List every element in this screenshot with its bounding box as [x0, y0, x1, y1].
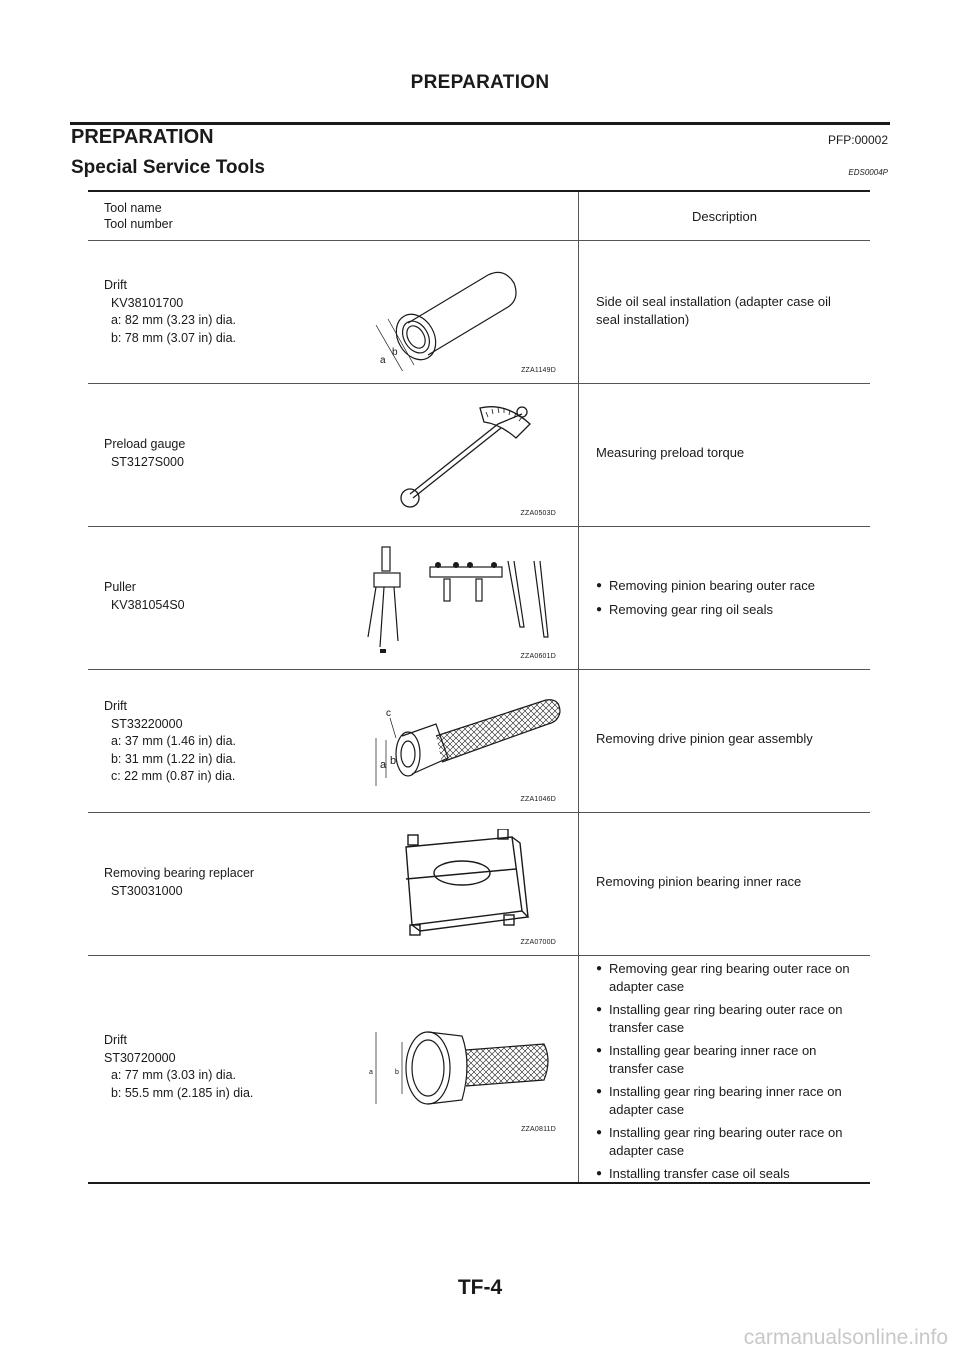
tool-description: Removing pinion bearing inner race [596, 874, 802, 889]
list-item: ● Installing gear ring bearing outer race on transfer case [596, 1001, 858, 1036]
stepped-drift-icon [366, 1024, 566, 1124]
bearing-replacer-icon [394, 829, 554, 939]
page-number: TF-4 [457, 1276, 503, 1299]
preload-gauge-icon [388, 398, 568, 510]
figure-code: ZZA0503D [520, 510, 556, 517]
figure-code: ZZA1046D [520, 796, 556, 803]
dim-label-a: a [369, 1069, 373, 1076]
header-tool-number: Tool number [104, 217, 173, 231]
list-item: ● Removing gear ring bearing outer race on adapter case [596, 960, 858, 995]
tool-description-list [596, 577, 866, 624]
dim-label-a: a [380, 759, 387, 771]
header-description-cell [579, 192, 870, 240]
tool-info: Puller KV381054S0 [104, 580, 185, 612]
site-watermark: carmanualsonline.info [743, 1326, 948, 1349]
tool-description: Side oil seal installation (adapter case oil seal installation) [596, 294, 831, 327]
list-item: ● Installing gear ring bearing outer race on adapter case [596, 1124, 858, 1159]
header-tool-name-cell [88, 192, 579, 240]
table-row [88, 384, 870, 527]
table-header-row [88, 192, 870, 241]
knurled-drift-icon [366, 690, 566, 796]
tool-description: Measuring preload torque [596, 445, 745, 460]
section-code: PFP:00002 [827, 133, 888, 147]
tool-info: Drift KV38101700 a: 82 mm (3.23 in) dia. b: 78 mm (3.07 in) dia. [104, 278, 237, 345]
subsection-code: EDS0004P [848, 168, 888, 177]
figure-code: ZZA0811D [521, 1126, 556, 1133]
subsection-title: Special Service Tools [71, 157, 265, 178]
dim-label-b: b [395, 1069, 399, 1076]
tool-description: Removing drive pinion gear assembly [596, 731, 813, 746]
header-tool-name: Tool name [104, 201, 162, 215]
list-item: ● Installing gear bearing inner race on transfer case [596, 1042, 858, 1077]
tool-info: Drift ST33220000 a: 37 mm (1.46 in) dia. b: 31 mm (1.22 in) dia. c: 22 mm (0.87 in) dia. [104, 699, 237, 783]
tool-info: Drift ST30720000 a: 77 mm (3.03 in) dia. b: 55.5 mm (2.185 in) dia. [104, 1033, 254, 1100]
list-item: ● Removing gear ring oil seals [596, 601, 866, 619]
list-item: ● Removing pinion bearing outer race [596, 577, 866, 595]
figure-code: ZZA0700D [520, 939, 556, 946]
list-item: ● Installing gear ring bearing inner race on adapter case [596, 1083, 858, 1118]
table-row [88, 670, 870, 813]
tool-description-list [596, 960, 858, 1189]
table-row [88, 527, 870, 670]
header-description: Description [691, 208, 758, 224]
list-item: ● Installing transfer case oil seals [596, 1165, 858, 1183]
tool-info: Removing bearing replacer ST30031000 [104, 866, 255, 898]
table-row [88, 956, 870, 1182]
special-tools-table [88, 190, 870, 1184]
page-header-title: PREPARATION [410, 72, 550, 93]
figure-code: ZZA1149D [521, 367, 556, 374]
tool-info: Preload gauge ST3127S000 [104, 437, 186, 469]
dim-label-b: b [390, 755, 397, 767]
table-row [88, 241, 870, 384]
dim-label-a: a [380, 355, 386, 366]
dim-label-c: c [386, 708, 391, 719]
dim-label-b: b [392, 347, 398, 358]
section-rule [70, 122, 890, 125]
section-title: PREPARATION [71, 126, 214, 148]
puller-icon [358, 537, 568, 659]
drift-tool-icon [368, 249, 568, 371]
table-row [88, 813, 870, 956]
figure-code: ZZA0601D [520, 653, 556, 660]
